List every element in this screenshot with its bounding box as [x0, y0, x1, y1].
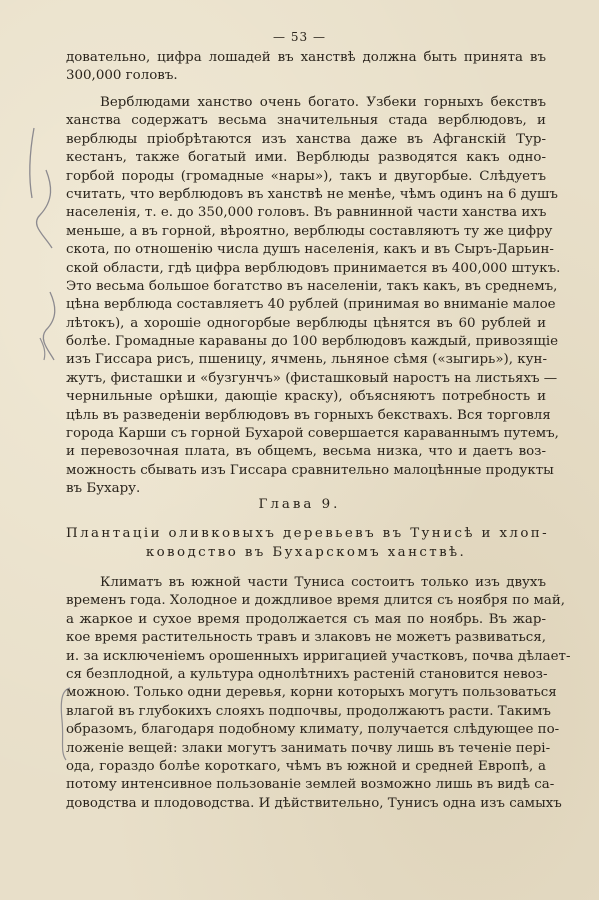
chapter-heading: Глава 9.	[258, 497, 341, 512]
text-line: а жаркое и сухое время продолжается съ мая по ноябрь. Въ жар-	[66, 611, 546, 627]
text-line: населенія, т. е. до 350,000 головъ. Въ равнинной части ханства ихъ	[66, 205, 547, 221]
text-line: верблюды пріобрѣтаются изъ ханства даже въ Афганскій Тур-	[66, 131, 546, 147]
chapter-title-line: ководство въ Бухарскомъ ханствѣ.	[145, 545, 467, 560]
text-line: цѣна верблюда составляетъ 40 рублей (принимая во вниманіе малое	[66, 297, 556, 313]
text-line: доводства и плодоводства. И дѣйствительно, Тунисъ одна изъ самыхъ	[66, 795, 562, 811]
text-line: города Карши съ горной Бухарой совершается караваннымъ путемъ,	[66, 426, 559, 442]
text-line: изъ Гиссара рисъ, пшеницу, ячмень, льняное сѣмя («зыгирь»), кун-	[66, 352, 547, 368]
text-line: горбой породы (громадные «нары»), такъ и двугорбые. Слѣдуетъ	[66, 168, 546, 184]
text-line: Климатъ въ южной части Туниса состоитъ только изъ двухъ	[100, 575, 546, 590]
text-line: образомъ, благодаря подобному климату, получается слѣдующее по-	[66, 722, 560, 738]
page-number: — 53 —	[273, 30, 326, 44]
text-line: меньше, а въ горной, вѣроятно, верблюды составляютъ ту же цифру	[66, 223, 553, 239]
text-line: скота, по отношенію числа душъ населенія, какъ и въ Сыръ-Дарьин-	[66, 242, 554, 258]
text-line: довательно, цифра лошадей въ ханствѣ должна быть принята въ	[66, 50, 546, 65]
text-line: ской области, гдѣ цифра верблюдовъ принимается въ 400,000 штукъ.	[66, 260, 561, 276]
text-line: въ Бухару.	[66, 481, 141, 497]
text-line: временъ года. Холодное и дождливое время длится съ ноября по май,	[66, 593, 566, 609]
text-line: можною. Только одни деревья, корни которыхъ могутъ пользоваться	[66, 685, 557, 701]
text-line: Верблюдами ханство очень богато. Узбеки горныхъ бекствъ	[100, 95, 546, 110]
paragraph-camels	[66, 94, 561, 499]
text-line: цѣль въ разведеніи верблюдовъ въ горныхъ бекствахъ. Вся торговля	[66, 407, 551, 423]
chapter-title-line: Плантаціи оливковыхъ деревьевъ въ Тунисѣ и хлоп-	[66, 526, 550, 541]
text-line: болѣе. Громадные караваны до 100 верблюдовъ каждый, привозящіе	[66, 334, 559, 350]
text-line: Это весьма большое богатство въ населеніи, такъ какъ, въ среднемъ,	[66, 278, 558, 294]
text-line: ханства содержатъ весьма значительныя стада верблюдовъ, и	[66, 113, 546, 129]
text-line: кое время растительность травъ и злаковъ не можетъ развиваться,	[66, 630, 546, 646]
text-line: потому интенсивное пользованіе землей возможно лишь въ видѣ са-	[66, 777, 555, 793]
text-line: ся безплодной, а культура однолѣтнихъ растеній становится невоз-	[66, 666, 548, 682]
text-line: считать, что верблюдовъ въ ханствѣ не менѣе, чѣмъ одинъ на 6 душъ	[66, 186, 558, 202]
text-line: и перевозочная плата, въ общемъ, весьма низка, что и даетъ воз-	[66, 444, 546, 460]
text-line: и. за исключеніемъ орошенныхъ ирригацией участковъ, почва дѣлает-	[66, 648, 571, 664]
text-line: ложеніе вещей: злаки могутъ занимать почву лишь въ теченіе пері-	[66, 740, 551, 756]
text-line: жутъ, фисташки и «бузгунчъ» (фисташковый наростъ на листьяхъ —	[66, 370, 558, 386]
text-line: чернильные орѣшки, дающіе краску), объясняютъ потребность и	[66, 389, 546, 405]
text-line: можность сбывать изъ Гиссара сравнительно малоцѣнные продукты	[66, 462, 554, 478]
text-line: кестанъ, также богатый ими. Верблюды разводятся какъ одно-	[66, 150, 546, 166]
paragraph-continued	[66, 49, 546, 86]
paragraph-tunisia-climate	[66, 574, 571, 813]
text-line: ода, гораздо болѣе короткаго, чѣмъ въ южной и средней Европѣ, а	[66, 758, 546, 774]
chapter-title	[66, 524, 550, 562]
text-line: лѣтокъ), а хорошіе одногорбые верблюды цѣнятся въ 60 рублей и	[66, 315, 546, 331]
text-line: 300,000 головъ.	[66, 68, 178, 84]
text-line: влагой въ глубокихъ слояхъ подпочвы, продолжаютъ расти. Такимъ	[66, 703, 551, 719]
